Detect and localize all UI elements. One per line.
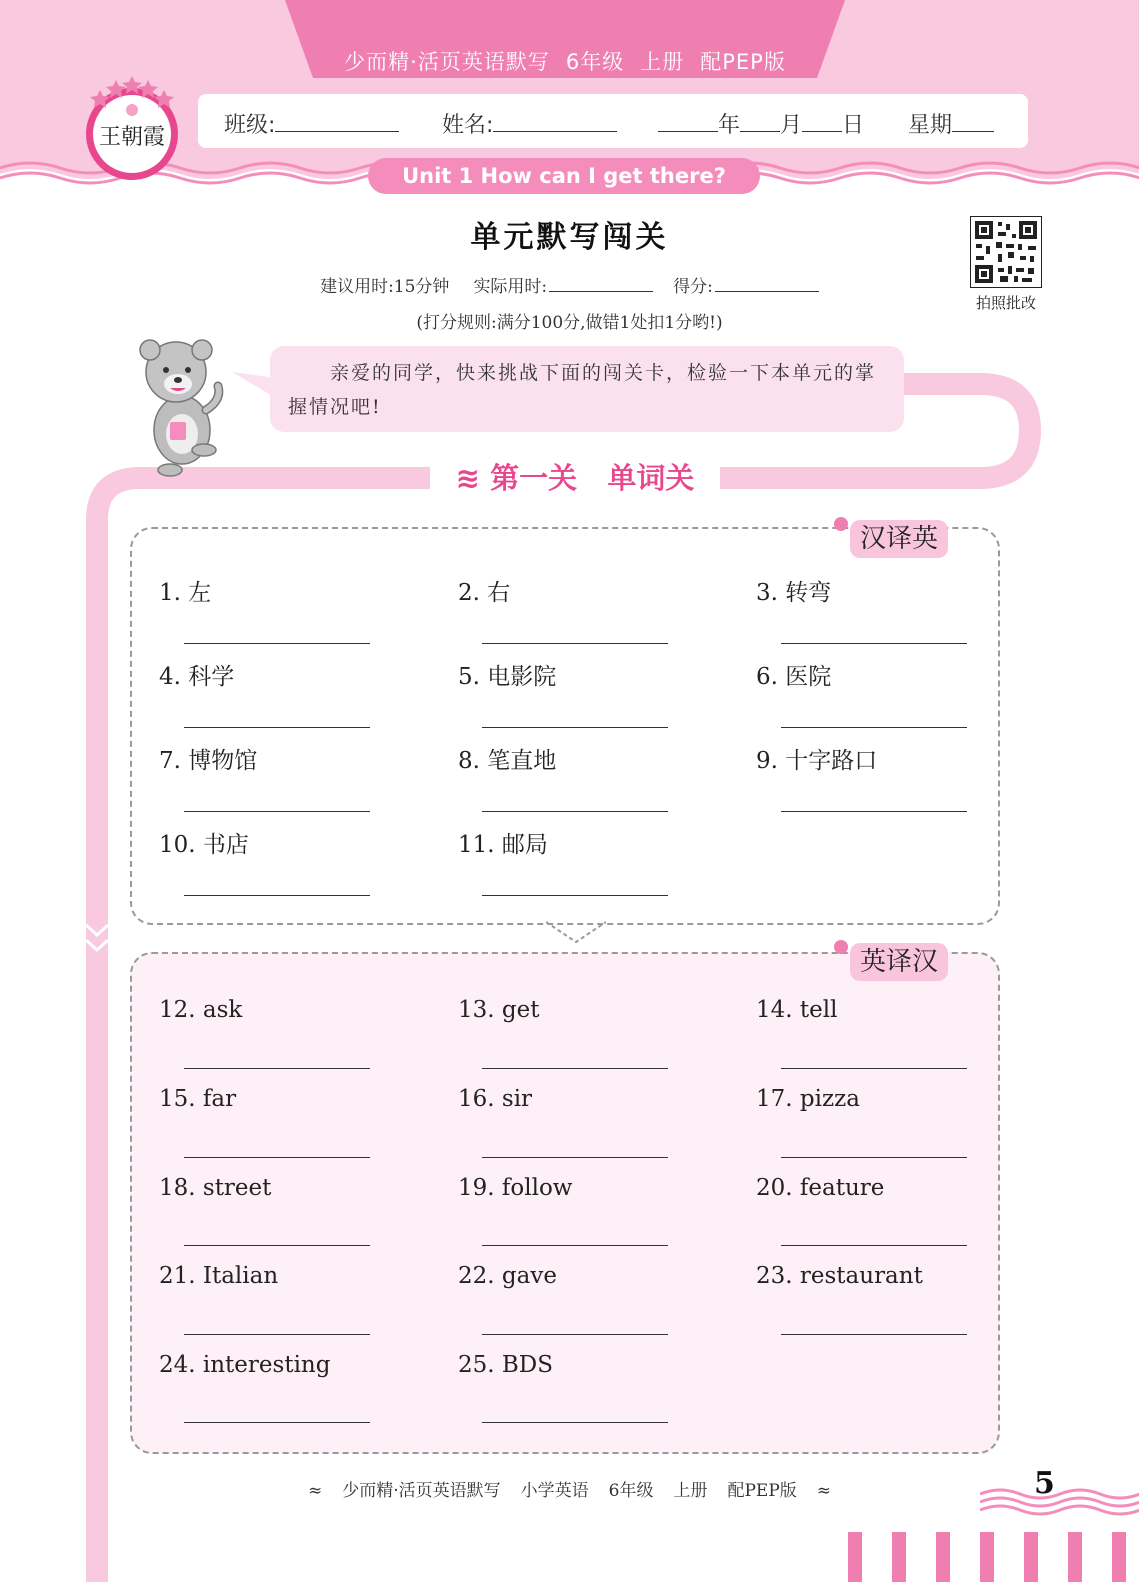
- answer-blank-22[interactable]: [482, 1334, 668, 1335]
- answer-blank-11[interactable]: [482, 895, 668, 896]
- tag-dot: [834, 940, 848, 954]
- answer-blank-7[interactable]: [184, 811, 370, 812]
- item-22: 22. gave: [458, 1263, 557, 1289]
- item-8: 8. 笔直地: [458, 748, 557, 774]
- item-23: 23. restaurant: [756, 1263, 923, 1289]
- name-field[interactable]: 姓名:: [442, 108, 617, 139]
- item-18: 18. street: [159, 1175, 272, 1201]
- bear-mascot-icon: [130, 330, 230, 480]
- answer-blank-12[interactable]: [184, 1068, 370, 1069]
- item-2: 2. 右: [458, 580, 511, 606]
- tag-chinese-to-english: 汉译英: [850, 520, 948, 558]
- bubble-text: 亲爱的同学，快来挑战下面的闯关卡，检验一下本单元的掌握情况吧!: [288, 362, 877, 418]
- item-14: 14. tell: [756, 997, 838, 1023]
- item-20: 20. feature: [756, 1175, 885, 1201]
- answer-blank-10[interactable]: [184, 895, 370, 896]
- unit-title: Unit 1 How can I get there?: [368, 158, 760, 194]
- item-9: 9. 十字路口: [756, 748, 878, 774]
- page-title: 单元默写闯关: [470, 220, 669, 255]
- scoring-rule: (打分规则:满分100分,做错1处扣1分哟!): [416, 313, 723, 333]
- answer-blank-1[interactable]: [184, 643, 370, 644]
- item-12: 12. ask: [159, 997, 243, 1023]
- footer-series: ≈ 少而精·活页英语默写 小学英语 6年级 上册 配PEP版 ≈: [307, 1481, 832, 1501]
- qr-label: 拍照批改: [975, 294, 1036, 312]
- answer-blank-2[interactable]: [482, 643, 668, 644]
- answer-blank-15[interactable]: [184, 1157, 370, 1158]
- item-24: 24. interesting: [159, 1352, 331, 1378]
- page-wave: [980, 1486, 1139, 1516]
- answer-blank-6[interactable]: [781, 727, 967, 728]
- tag-dot: [834, 517, 848, 531]
- answer-blank-8[interactable]: [482, 811, 668, 812]
- chinese-to-english-box: [130, 527, 1000, 925]
- weekday-field[interactable]: 星期: [908, 108, 994, 139]
- answer-blank-25[interactable]: [482, 1422, 668, 1423]
- item-1: 1. 左: [159, 580, 212, 606]
- item-6: 6. 医院: [756, 664, 832, 690]
- time-info: 建议用时:15分钟 实际用时: 得分:: [0, 272, 1139, 297]
- item-13: 13. get: [458, 997, 540, 1023]
- item-3: 3. 转弯: [756, 580, 832, 606]
- answer-blank-9[interactable]: [781, 811, 967, 812]
- answer-blank-20[interactable]: [781, 1245, 967, 1246]
- item-11: 11. 邮局: [458, 832, 548, 858]
- answer-blank-24[interactable]: [184, 1422, 370, 1423]
- decorative-stripes: [848, 1532, 1139, 1582]
- item-19: 19. follow: [458, 1175, 573, 1201]
- answer-blank-23[interactable]: [781, 1334, 967, 1335]
- item-5: 5. 电影院: [458, 664, 557, 690]
- answer-blank-3[interactable]: [781, 643, 967, 644]
- answer-blank-14[interactable]: [781, 1068, 967, 1069]
- answer-blank-5[interactable]: [482, 727, 668, 728]
- tag-english-to-chinese: 英译汉: [850, 943, 948, 981]
- english-to-chinese-box: [130, 952, 1000, 1454]
- box-connector: [546, 918, 606, 948]
- answer-blank-13[interactable]: [482, 1068, 668, 1069]
- svg-text:王朝霞: 王朝霞: [98, 125, 166, 150]
- item-15: 15. far: [159, 1086, 237, 1112]
- item-17: 17. pizza: [756, 1086, 860, 1112]
- answer-blank-18[interactable]: [184, 1245, 370, 1246]
- section-title: ≋ 第一关 单词关: [430, 458, 720, 498]
- answer-blank-17[interactable]: [781, 1157, 967, 1158]
- class-field[interactable]: 班级:: [224, 108, 399, 139]
- item-7: 7. 博物馆: [159, 748, 258, 774]
- date-field[interactable]: 年 月 日: [658, 108, 864, 139]
- answer-blank-21[interactable]: [184, 1334, 370, 1335]
- footer-wave-icon: ≈: [816, 1481, 832, 1501]
- wave-icon: ≋: [455, 461, 480, 495]
- item-4: 4. 科学: [159, 664, 235, 690]
- item-21: 21. Italian: [159, 1263, 279, 1289]
- footer-wave-icon: ≈: [307, 1481, 323, 1501]
- series-title: 少而精·活页英语默写 6年级 上册 配PEP版: [344, 50, 786, 74]
- answer-blank-4[interactable]: [184, 727, 370, 728]
- page-number: 5: [1034, 1466, 1055, 1501]
- answer-blank-19[interactable]: [482, 1245, 668, 1246]
- item-25: 25. BDS: [458, 1352, 553, 1378]
- item-10: 10. 书店: [159, 832, 249, 858]
- item-16: 16. sir: [458, 1086, 533, 1112]
- answer-blank-16[interactable]: [482, 1157, 668, 1158]
